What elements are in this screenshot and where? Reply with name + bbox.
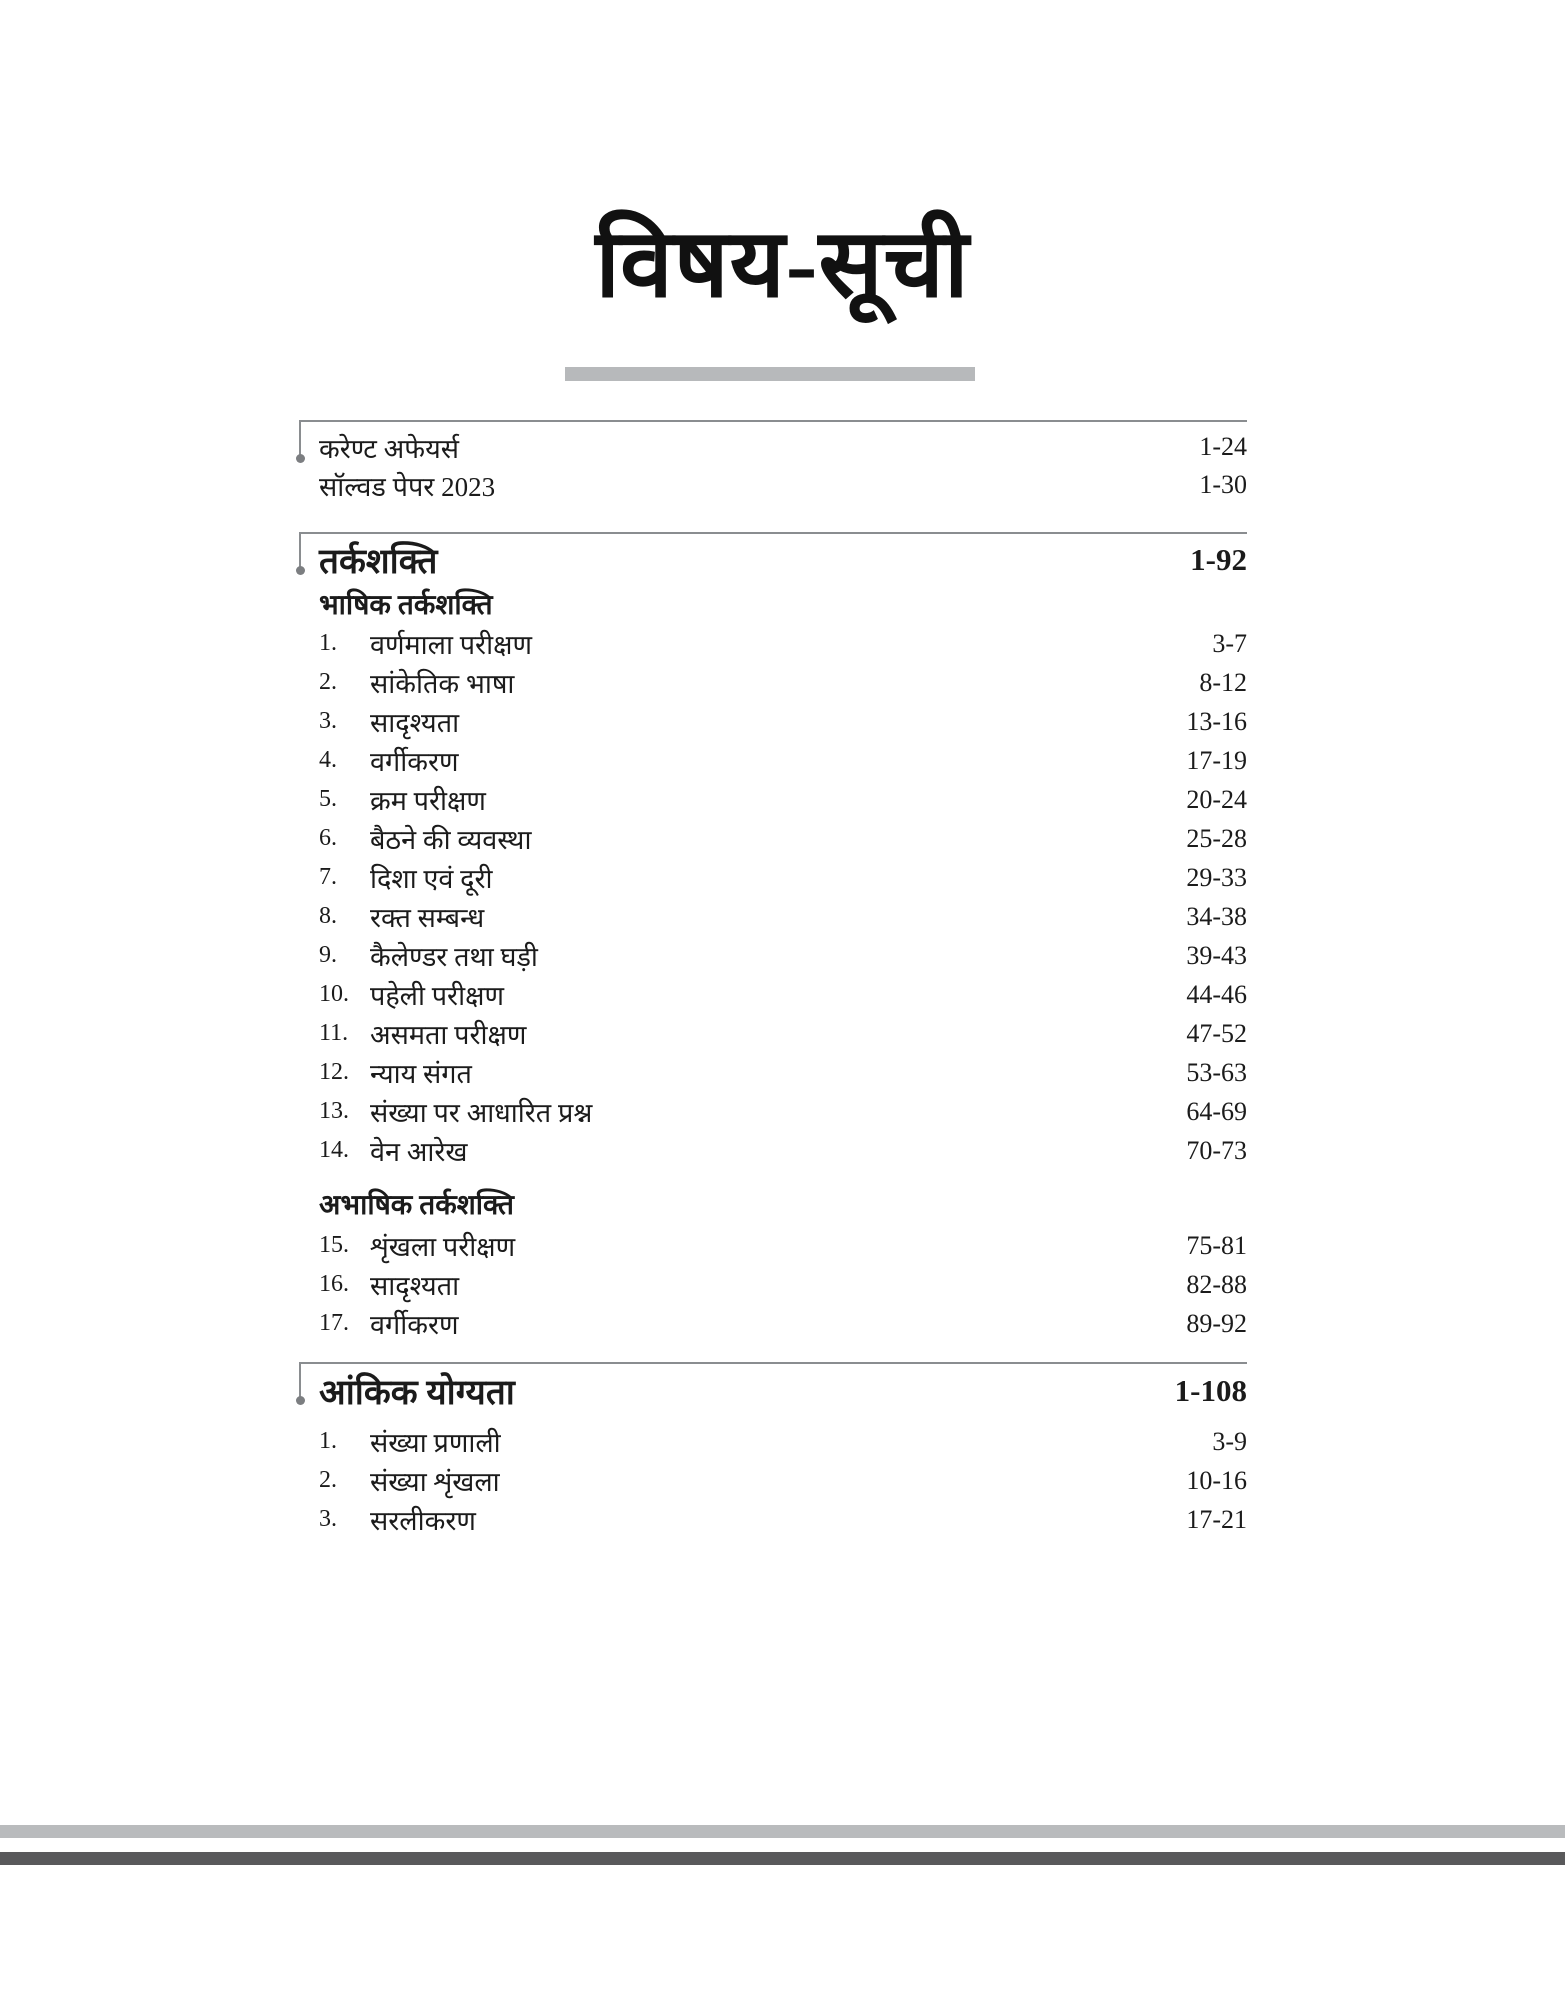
item-pages: 53-63	[1186, 1057, 1247, 1087]
item-title: बैठने की व्यवस्था	[370, 825, 532, 855]
item-number: 12.	[319, 1059, 349, 1085]
item-number: 3.	[319, 1506, 337, 1532]
item-pages: 39-43	[1186, 940, 1247, 970]
item-number: 11.	[319, 1020, 349, 1046]
item-pages: 34-38	[1186, 901, 1247, 931]
row-title: सॉल्वड पेपर 2023	[319, 471, 496, 502]
toc-item	[299, 858, 1247, 897]
item-pages: 20-24	[1186, 784, 1247, 814]
item-pages: 44-46	[1186, 979, 1247, 1009]
toc-item	[299, 1265, 1247, 1304]
item-number: 1.	[319, 630, 337, 656]
item-title: संख्या प्रणाली	[370, 1428, 501, 1458]
item-number: 15.	[319, 1232, 349, 1258]
toc-row	[299, 428, 1247, 466]
toc-item	[299, 741, 1247, 780]
page-title: विषय-सूची	[595, 211, 970, 317]
item-number: 3.	[319, 708, 337, 734]
item-number: 8.	[319, 903, 337, 929]
item-number: 17.	[319, 1310, 349, 1336]
item-number: 7.	[319, 864, 337, 890]
item-title: वेन आरेख	[370, 1137, 468, 1167]
item-title: वर्गीकरण	[370, 1310, 459, 1340]
toc-item	[299, 1092, 1247, 1131]
item-pages: 29-33	[1186, 862, 1247, 892]
item-title: रक्त सम्बन्ध	[370, 903, 485, 933]
item-title: शृंखला परीक्षण	[370, 1232, 516, 1262]
item-number: 14.	[319, 1137, 349, 1163]
item-pages: 25-28	[1186, 823, 1247, 853]
item-title: संख्या शृंखला	[370, 1467, 500, 1497]
toc-item	[299, 1014, 1247, 1053]
toc-item	[299, 975, 1247, 1014]
row-pages: 1-30	[1199, 470, 1247, 499]
toc-item	[299, 1131, 1247, 1170]
item-title: सादृश्यता	[370, 1271, 460, 1301]
item-pages: 10-16	[1186, 1465, 1247, 1495]
toc-item	[299, 663, 1247, 702]
item-pages: 17-21	[1186, 1504, 1247, 1534]
item-number: 1.	[319, 1428, 337, 1454]
title-underline-bar	[565, 367, 975, 381]
toc-item	[299, 1500, 1247, 1539]
item-title: सरलीकरण	[370, 1506, 476, 1536]
chapter-pages: 1-108	[1174, 1373, 1247, 1408]
chapter-title: आंकिक योग्यता	[319, 1372, 515, 1412]
chapter-section-numerical	[299, 1362, 1247, 1539]
toc-item	[299, 1053, 1247, 1092]
item-number: 6.	[319, 825, 337, 851]
item-pages: 3-9	[1212, 1426, 1247, 1456]
item-title: सादृश्यता	[370, 708, 460, 738]
group-subheader: अभाषिक तर्कशक्ति	[319, 1190, 514, 1221]
item-number: 9.	[319, 942, 337, 968]
chapter-header	[299, 1364, 1247, 1418]
item-title: दिशा एवं दूरी	[370, 864, 493, 894]
item-title: पहेली परीक्षण	[370, 981, 504, 1011]
group-subheader: भाषिक तर्कशक्ति	[319, 590, 493, 621]
item-number: 10.	[319, 981, 349, 1007]
item-number: 5.	[319, 786, 337, 812]
item-pages: 8-12	[1199, 667, 1247, 697]
toc-item	[299, 1422, 1247, 1461]
item-title: कैलेण्डर तथा घड़ी	[370, 942, 538, 972]
item-title: संख्या पर आधारित प्रश्न	[370, 1098, 593, 1128]
toc-item	[299, 1226, 1247, 1265]
front-matter-section	[299, 420, 1247, 504]
footer-bar-dark	[0, 1852, 1565, 1865]
item-title: सांकेतिक भाषा	[370, 669, 515, 699]
item-title: वर्गीकरण	[370, 747, 459, 777]
toc-item	[299, 1304, 1247, 1343]
chapter-header	[299, 534, 1247, 586]
item-number: 4.	[319, 747, 337, 773]
toc-item	[299, 1461, 1247, 1500]
item-title: वर्णमाला परीक्षण	[370, 630, 532, 660]
chapter-pages: 1-92	[1190, 542, 1247, 577]
footer-bar-light	[0, 1825, 1565, 1838]
chapter-title: तर्कशक्ति	[319, 541, 438, 581]
toc-item	[299, 897, 1247, 936]
item-title: न्याय संगत	[370, 1059, 472, 1089]
toc-item	[299, 702, 1247, 741]
item-pages: 89-92	[1186, 1308, 1247, 1338]
item-pages: 3-7	[1212, 628, 1247, 658]
toc-row	[299, 466, 1247, 504]
item-number: 16.	[319, 1271, 349, 1297]
item-number: 13.	[319, 1098, 349, 1124]
item-number: 2.	[319, 669, 337, 695]
item-pages: 13-16	[1186, 706, 1247, 736]
toc-item	[299, 936, 1247, 975]
table-of-contents	[299, 420, 1247, 1539]
toc-item	[299, 624, 1247, 663]
item-title: क्रम परीक्षण	[370, 786, 486, 816]
item-pages: 70-73	[1186, 1135, 1247, 1165]
item-pages: 64-69	[1186, 1096, 1247, 1126]
toc-item	[299, 780, 1247, 819]
item-pages: 75-81	[1186, 1230, 1247, 1260]
item-pages: 82-88	[1186, 1269, 1247, 1299]
item-pages: 47-52	[1186, 1018, 1247, 1048]
toc-item	[299, 819, 1247, 858]
item-title: असमता परीक्षण	[370, 1020, 527, 1050]
row-title: करेण्ट अफेयर्स	[319, 433, 460, 464]
row-pages: 1-24	[1199, 432, 1247, 461]
item-pages: 17-19	[1186, 745, 1247, 775]
chapter-section-reasoning	[299, 532, 1247, 1343]
item-number: 2.	[319, 1467, 337, 1493]
